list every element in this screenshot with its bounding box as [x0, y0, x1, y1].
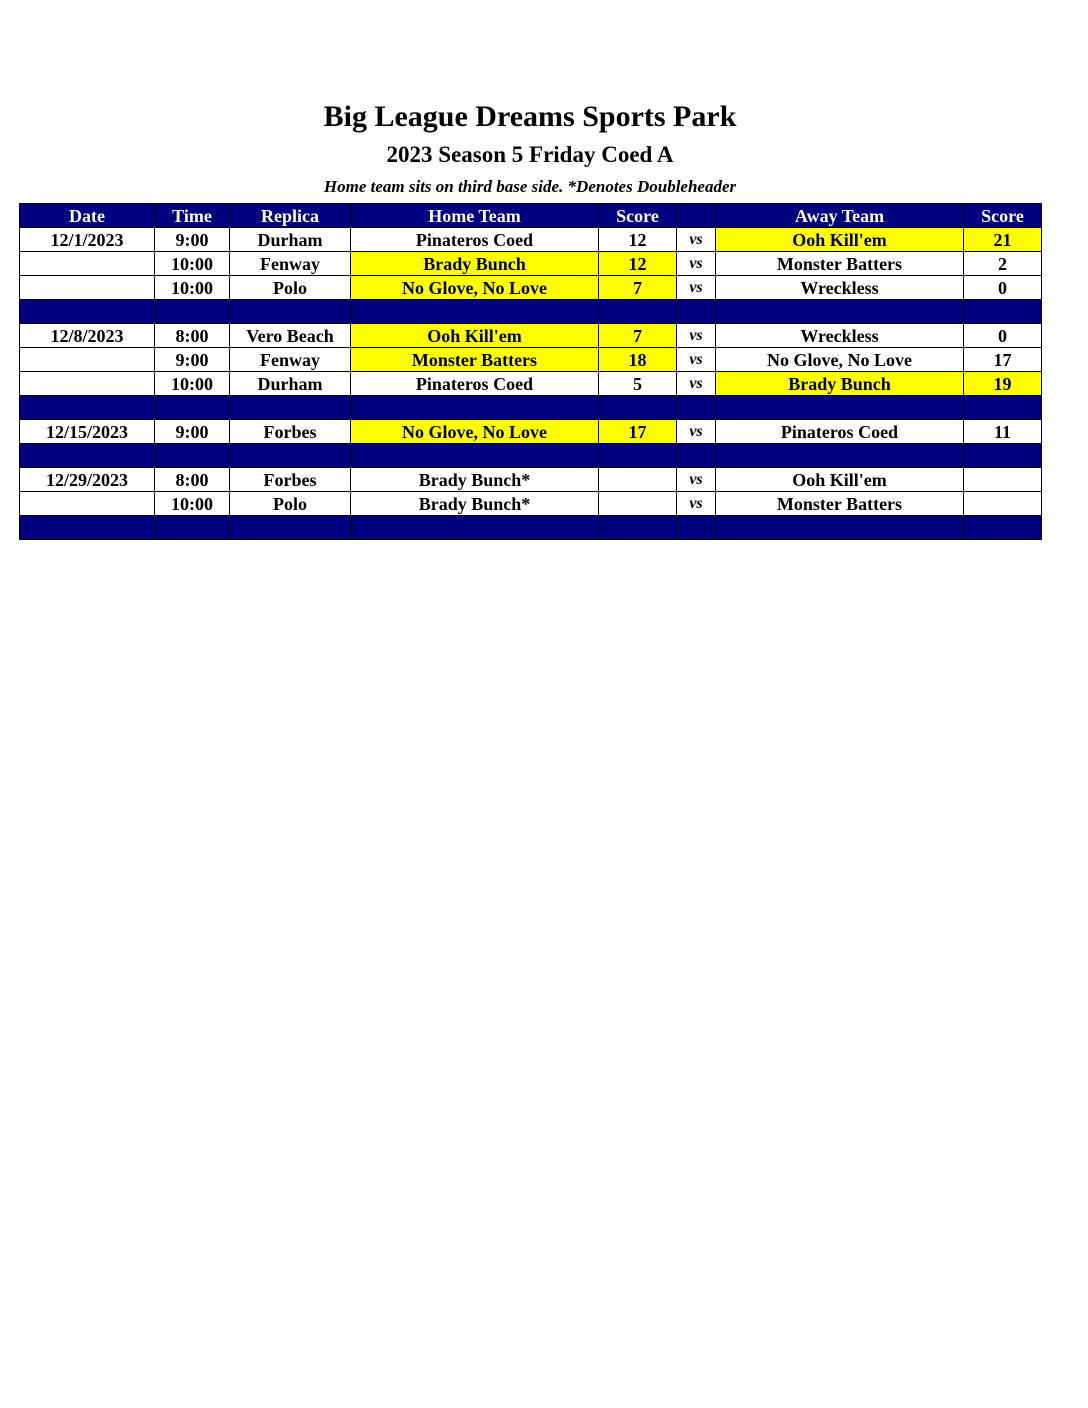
- home-score-cell: 18: [599, 348, 677, 372]
- date-cell: [20, 348, 155, 372]
- away-score-cell: 17: [964, 348, 1042, 372]
- home-team-cell: Monster Batters: [351, 348, 599, 372]
- column-header-away-team: Away Team: [716, 204, 964, 228]
- time-cell: 10:00: [155, 372, 230, 396]
- page-subtitle: 2023 Season 5 Friday Coed A: [386, 142, 674, 167]
- vs-cell: vs: [677, 324, 716, 348]
- home-team-cell: Brady Bunch*: [351, 492, 599, 516]
- date-cell: 12/29/2023: [20, 468, 155, 492]
- page-title: Big League Dreams Sports Park: [323, 100, 737, 133]
- date-cell: [20, 276, 155, 300]
- separator-cell: [20, 444, 155, 468]
- date-cell: 12/15/2023: [20, 420, 155, 444]
- separator-cell: [716, 396, 964, 420]
- column-header-home-team: Home Team: [351, 204, 599, 228]
- time-cell: 8:00: [155, 468, 230, 492]
- separator-cell: [155, 300, 230, 324]
- home-score-cell: 5: [599, 372, 677, 396]
- home-score-cell: 12: [599, 228, 677, 252]
- separator-cell: [599, 300, 677, 324]
- separator-cell: [716, 444, 964, 468]
- separator-cell: [155, 396, 230, 420]
- away-score-cell: 0: [964, 324, 1042, 348]
- home-team-cell: Brady Bunch*: [351, 468, 599, 492]
- column-header-replica: Replica: [230, 204, 351, 228]
- separator-row: [20, 396, 1042, 420]
- separator-cell: [20, 300, 155, 324]
- away-team-cell: Wreckless: [716, 324, 964, 348]
- separator-cell: [351, 300, 599, 324]
- away-team-cell: Monster Batters: [716, 492, 964, 516]
- schedule-body: [20, 228, 1042, 540]
- away-score-cell: 21: [964, 228, 1042, 252]
- away-team-cell: Monster Batters: [716, 252, 964, 276]
- column-header-home-score: Score: [599, 204, 677, 228]
- away-score-cell: 2: [964, 252, 1042, 276]
- away-team-cell: Ooh Kill'em: [716, 228, 964, 252]
- date-cell: [20, 252, 155, 276]
- replica-cell: Polo: [230, 492, 351, 516]
- separator-cell: [20, 396, 155, 420]
- replica-cell: Durham: [230, 228, 351, 252]
- table-row: [20, 348, 1042, 372]
- separator-cell: [964, 516, 1042, 540]
- replica-cell: Durham: [230, 372, 351, 396]
- separator-cell: [155, 444, 230, 468]
- home-score-cell: [599, 492, 677, 516]
- separator-cell: [599, 396, 677, 420]
- table-row: [20, 420, 1042, 444]
- home-team-cell: Pinateros Coed: [351, 372, 599, 396]
- home-team-cell: No Glove, No Love: [351, 276, 599, 300]
- home-score-cell: 7: [599, 276, 677, 300]
- table-row: [20, 468, 1042, 492]
- separator-cell: [677, 300, 716, 324]
- away-team-cell: Ooh Kill'em: [716, 468, 964, 492]
- separator-cell: [230, 444, 351, 468]
- home-score-cell: 12: [599, 252, 677, 276]
- time-cell: 8:00: [155, 324, 230, 348]
- separator-cell: [677, 396, 716, 420]
- vs-cell: vs: [677, 252, 716, 276]
- column-header-time: Time: [155, 204, 230, 228]
- away-score-cell: 0: [964, 276, 1042, 300]
- date-cell: 12/8/2023: [20, 324, 155, 348]
- table-row: [20, 252, 1042, 276]
- table-row: [20, 228, 1042, 252]
- home-team-cell: No Glove, No Love: [351, 420, 599, 444]
- separator-cell: [599, 516, 677, 540]
- time-cell: 9:00: [155, 420, 230, 444]
- table-row: [20, 276, 1042, 300]
- vs-cell: vs: [677, 420, 716, 444]
- replica-cell: Forbes: [230, 468, 351, 492]
- home-score-cell: 7: [599, 324, 677, 348]
- column-header-away-score: Score: [964, 204, 1042, 228]
- time-cell: 9:00: [155, 228, 230, 252]
- separator-cell: [964, 444, 1042, 468]
- separator-cell: [351, 516, 599, 540]
- replica-cell: Polo: [230, 276, 351, 300]
- separator-cell: [964, 396, 1042, 420]
- table-row: [20, 492, 1042, 516]
- time-cell: 9:00: [155, 348, 230, 372]
- time-cell: 10:00: [155, 252, 230, 276]
- time-cell: 10:00: [155, 492, 230, 516]
- home-score-cell: 17: [599, 420, 677, 444]
- separator-cell: [964, 300, 1042, 324]
- table-row: [20, 372, 1042, 396]
- separator-cell: [155, 516, 230, 540]
- separator-row: [20, 444, 1042, 468]
- separator-row: [20, 516, 1042, 540]
- separator-cell: [230, 396, 351, 420]
- column-header-date: Date: [20, 204, 155, 228]
- away-team-cell: Brady Bunch: [716, 372, 964, 396]
- time-cell: 10:00: [155, 276, 230, 300]
- vs-cell: vs: [677, 468, 716, 492]
- replica-cell: Vero Beach: [230, 324, 351, 348]
- vs-cell: vs: [677, 372, 716, 396]
- home-score-cell: [599, 468, 677, 492]
- vs-cell: vs: [677, 492, 716, 516]
- date-cell: [20, 372, 155, 396]
- away-team-cell: Wreckless: [716, 276, 964, 300]
- separator-cell: [230, 300, 351, 324]
- separator-cell: [716, 300, 964, 324]
- away-team-cell: Pinateros Coed: [716, 420, 964, 444]
- separator-cell: [230, 516, 351, 540]
- replica-cell: Forbes: [230, 420, 351, 444]
- away-score-cell: 19: [964, 372, 1042, 396]
- separator-cell: [351, 444, 599, 468]
- replica-cell: Fenway: [230, 348, 351, 372]
- replica-cell: Fenway: [230, 252, 351, 276]
- vs-cell: vs: [677, 276, 716, 300]
- separator-cell: [716, 516, 964, 540]
- away-score-cell: [964, 468, 1042, 492]
- separator-cell: [20, 516, 155, 540]
- separator-cell: [351, 396, 599, 420]
- table-row: [20, 324, 1042, 348]
- home-team-cell: Ooh Kill'em: [351, 324, 599, 348]
- separator-cell: [677, 444, 716, 468]
- away-score-cell: [964, 492, 1042, 516]
- date-cell: [20, 492, 155, 516]
- away-score-cell: 11: [964, 420, 1042, 444]
- vs-cell: vs: [677, 228, 716, 252]
- vs-cell: vs: [677, 348, 716, 372]
- date-cell: 12/1/2023: [20, 228, 155, 252]
- separator-cell: [677, 516, 716, 540]
- column-header-vs: [677, 204, 716, 228]
- away-team-cell: No Glove, No Love: [716, 348, 964, 372]
- separator-cell: [599, 444, 677, 468]
- schedule-note: Home team sits on third base side. *Denotes Doubleheader: [323, 177, 737, 196]
- home-team-cell: Pinateros Coed: [351, 228, 599, 252]
- home-team-cell: Brady Bunch: [351, 252, 599, 276]
- schedule-table: [19, 203, 1042, 540]
- separator-row: [20, 300, 1042, 324]
- table-header-row: [20, 204, 1042, 228]
